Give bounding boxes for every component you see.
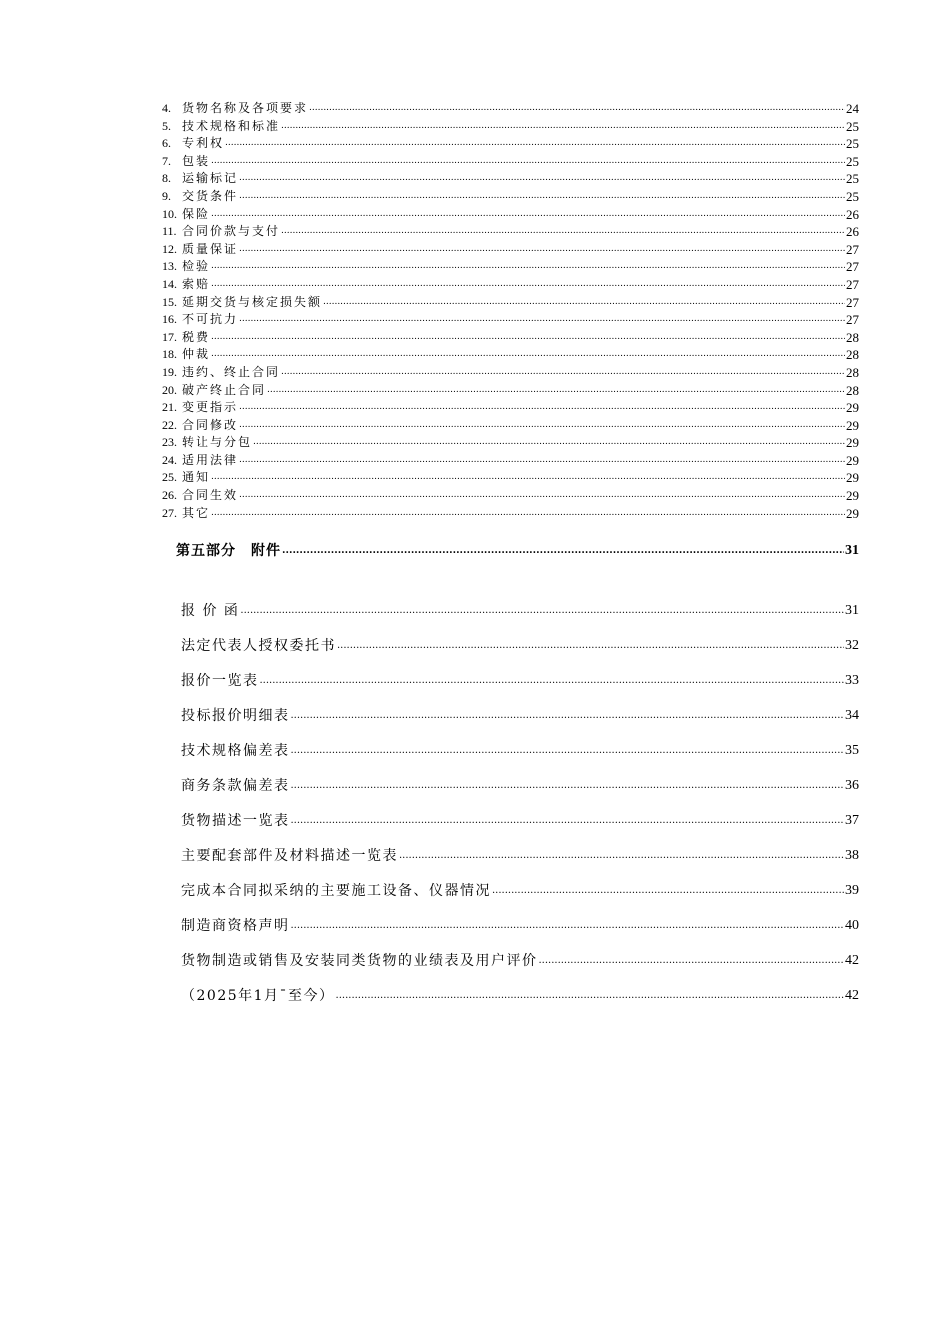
attachment-title: 投标报价明细表 [181,708,290,724]
attachment-title: 商务条款偏差表 [181,778,290,794]
attachment-page: 38 [845,848,859,863]
attachment-title: 货物描述一览表 [181,813,290,829]
toc-leader-dots [291,739,845,761]
toc-entry-page: 29 [846,417,859,433]
toc-entry-page: 27 [846,294,859,310]
attachment-page: 34 [845,708,859,723]
toc-entry-title: 索赔 [182,276,211,291]
toc-entry-number: 24. [162,452,177,467]
toc-entry-number: 10. [162,206,177,221]
toc-entry-title: 货物名称及各项要求 [182,101,309,115]
toc-leader-dots [336,984,844,1006]
toc-entry-page: 29 [846,452,859,468]
toc-entry-title: 检验 [182,259,211,274]
attachment-title: 制造商资格声明 [181,918,290,934]
toc-entry-page: 28 [846,329,859,345]
toc-entry-page: 27 [846,276,859,292]
toc-entry-page: 29 [846,505,859,521]
toc-entry-title: 不可抗力 [182,312,239,327]
attachment-page: 31 [845,603,859,618]
toc-entry-number: 21. [162,400,177,415]
toc-entry-title: 交货条件 [182,188,239,203]
attachment-entry[interactable] [181,831,859,866]
toc-entry-title: 技术规格和标准 [182,118,281,133]
toc-entry-title: 变更指示 [182,400,239,415]
toc-entry-title: 合同生效 [182,488,239,503]
attachment-title: （2025年1月¯至今） [181,988,335,1004]
toc-part-entry[interactable] [176,540,859,562]
toc-entry-page: 27 [846,312,859,328]
toc-leader-dots [539,949,845,971]
toc-leader-dots [291,704,845,726]
toc-entry-title: 其它 [182,505,211,520]
toc-entry-number: 4. [162,101,171,115]
toc-entry-number: 26. [162,488,177,503]
attachment-entry[interactable] [181,586,859,621]
toc-leader-dots [240,599,844,621]
toc-entry-title: 通知 [182,470,211,485]
attachment-entry[interactable] [181,761,859,796]
toc-entry-page: 29 [846,470,859,486]
toc-entry-page: 28 [846,364,859,380]
toc-entry-title: 保险 [182,206,211,221]
attachment-list [181,586,859,1006]
attachment-entry[interactable] [181,901,859,936]
attachment-title: 主要配套部件及材料描述一览表 [181,848,398,864]
toc-entry-title: 破产终止合同 [182,382,267,397]
toc-entry-title: 转让与分包 [182,435,253,450]
toc-entry-page: 25 [846,188,859,204]
toc-entry-page: 28 [846,382,859,398]
attachment-page: 35 [845,743,859,758]
toc-entry-number: 15. [162,294,177,309]
toc-entry-page: 25 [846,118,859,134]
toc-entry-page: 24 [846,101,859,116]
toc-entry-title: 包装 [182,153,211,168]
attachment-entry[interactable] [181,971,859,1006]
toc-entry-number: 19. [162,364,177,379]
toc-entry-number: 7. [162,153,171,168]
toc-entry-title: 税费 [182,329,211,344]
toc-entry-number: 25. [162,470,177,485]
toc-entry-page: 25 [846,171,859,187]
toc-entry-title: 延期交货与核定损失额 [182,294,323,309]
attachment-title: 法定代表人授权委托书 [181,638,336,654]
toc-entry-title: 专利权 [182,136,225,151]
attachment-entry[interactable] [181,656,859,691]
attachment-entry[interactable] [181,866,859,901]
attachment-entry[interactable] [181,936,859,971]
toc-leader-dots [260,669,845,691]
toc-entry-page: 29 [846,435,859,451]
attachment-title: 报 价 函 [181,603,240,619]
toc-entry-title: 合同修改 [182,417,239,432]
attachment-title: 技术规格偏差表 [181,743,290,759]
toc-leader-dots [291,809,845,831]
part-page: 31 [845,543,859,558]
toc-leader-dots [399,844,844,866]
attachment-page: 36 [845,778,859,793]
toc-entry-page: 26 [846,206,859,222]
toc-entry-page: 25 [846,136,859,152]
toc-entry-title: 运输标记 [182,171,239,186]
attachment-title: 货物制造或销售及安装同类货物的业绩表及用户评价 [181,953,538,969]
toc-leader-dots [337,634,844,656]
toc-entry-title: 违约、终止合同 [182,364,281,379]
toc-part-heading [176,540,859,562]
toc-entry-page: 26 [846,224,859,240]
toc-entry-title: 合同价款与支付 [182,224,281,239]
toc-leader-dots [211,503,845,523]
toc-leader-dots [291,914,845,936]
attachment-entry[interactable] [181,621,859,656]
toc-entry-number: 27. [162,505,177,520]
attachment-title: 完成本合同拟采纳的主要施工设备、仪器情况 [181,883,491,899]
toc-entry-title: 仲裁 [182,347,211,362]
toc-entry-page: 27 [846,259,859,275]
attachment-entry[interactable] [181,796,859,831]
attachment-entry[interactable] [181,691,859,726]
attachment-page: 42 [845,953,859,968]
attachment-entry[interactable] [181,726,859,761]
toc-entry-number: 23. [162,435,177,450]
toc-entry-number: 17. [162,329,177,344]
toc-entry-number: 14. [162,276,177,291]
toc-entry-number: 5. [162,118,171,133]
toc-entry-number: 16. [162,312,177,327]
attachment-title: 报价一览表 [181,673,259,689]
toc-entry-number: 11. [162,224,177,239]
toc-leader-dots [282,538,844,562]
toc-entry-number: 8. [162,171,171,186]
toc-entry-number: 20. [162,382,177,397]
toc-entry-number: 12. [162,241,177,256]
toc-entry-number: 13. [162,259,177,274]
toc-entry-page: 27 [846,241,859,257]
toc-leader-dots [291,774,845,796]
attachment-page: 39 [845,883,859,898]
toc-entry[interactable] [162,505,859,523]
toc-entry-page: 28 [846,347,859,363]
toc-entry-page: 25 [846,153,859,169]
toc-entry-number: 9. [162,188,171,203]
toc-entry-title: 适用法律 [182,452,239,467]
attachment-page: 42 [845,988,859,1003]
toc-entry-number: 22. [162,417,177,432]
toc-entry-page: 29 [846,400,859,416]
attachment-page: 32 [845,638,859,653]
attachment-page: 33 [845,673,859,688]
toc-entry-title: 质量保证 [182,241,239,256]
toc-entry-number: 6. [162,136,171,151]
toc-section-list [162,100,859,522]
toc-entry-number: 18. [162,347,177,362]
attachment-page: 40 [845,918,859,933]
toc-entry-page: 29 [846,488,859,504]
toc-leader-dots [492,879,844,901]
part-title: 第五部分 附件 [176,543,281,559]
attachment-page: 37 [845,813,859,828]
